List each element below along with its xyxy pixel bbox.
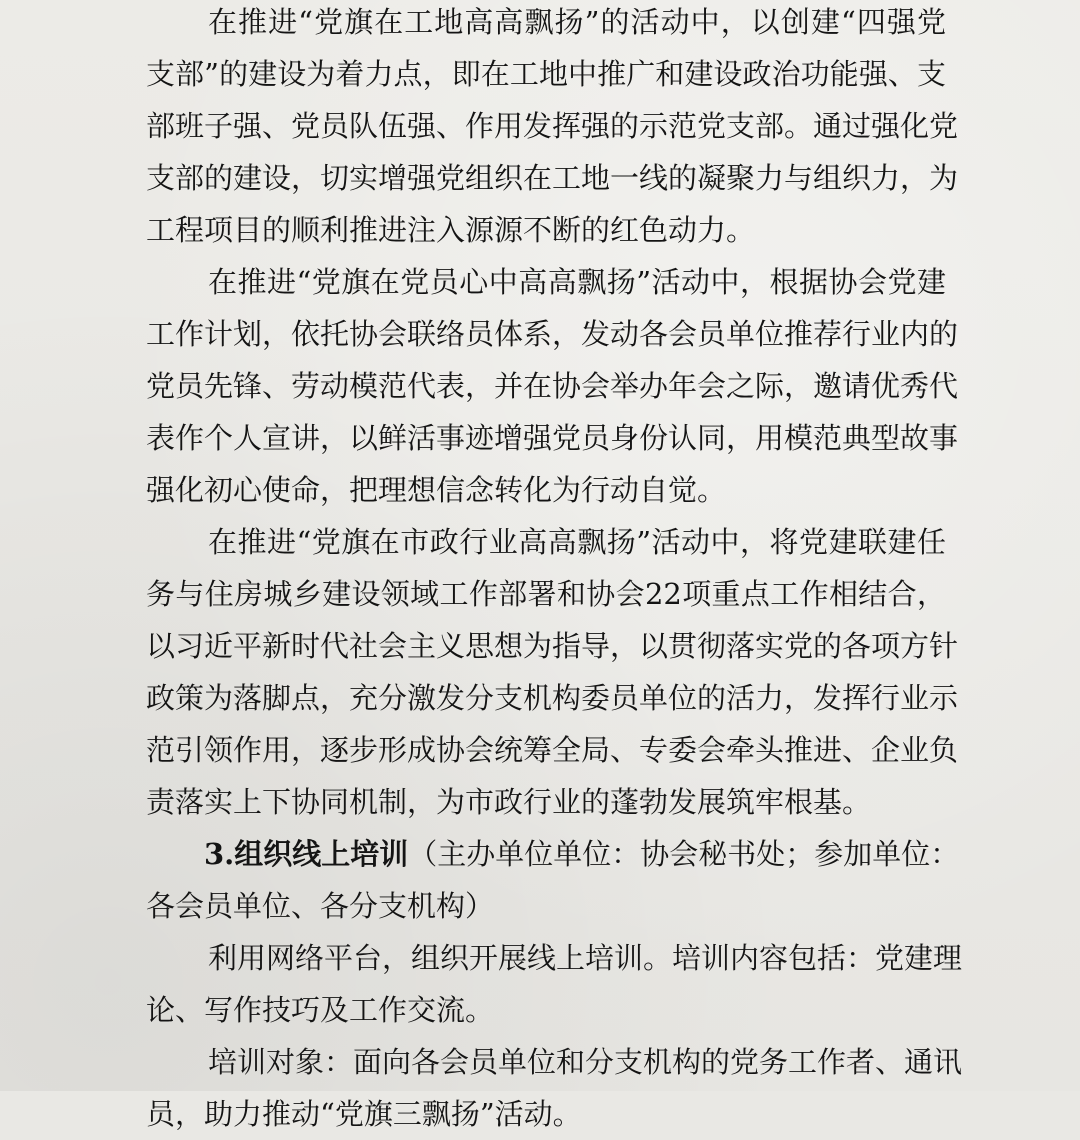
section-online-training: [146, 828, 960, 932]
text-line: 工作计划，依托协会联络员体系，发动各会员单位推荐行业内的: [146, 317, 959, 351]
text-line: 在推进“党旗在党员心中高高飘扬”活动中，根据协会党建: [208, 265, 946, 299]
text-line: 工程项目的顺利推进注入源源不断的红色动力。: [146, 213, 756, 247]
paragraph-training-audience: [146, 1036, 963, 1140]
text-line: 以习近平新时代社会主义思想为指导，以贯彻落实党的各项方针: [146, 629, 959, 663]
document-body: [146, 0, 963, 1140]
text-line: 范引领作用，逐步形成协会统筹全局、专委会牵头推进、企业负: [146, 733, 959, 767]
text-line: 支部的建设，切实增强党组织在工地一线的凝聚力与组织力，为: [146, 161, 959, 195]
section-heading-note: （主办单位单位：协会秘书处；参加单位：: [408, 837, 960, 871]
text-line: 政策为落脚点，充分激发分支机构委员单位的活力，发挥行业示: [146, 681, 959, 715]
text-line: 党员先锋、劳动模范代表，并在协会举办年会之际，邀请优秀代: [146, 369, 959, 403]
text-line: 利用网络平台，组织开展线上培训。培训内容包括：党建理: [208, 941, 963, 975]
text-line: 论、写作技巧及工作交流。: [146, 993, 495, 1027]
text-line: 各会员单位、各分支机构）: [146, 889, 495, 923]
text-line: 员，助力推动“党旗三飘扬”活动。: [146, 1097, 582, 1131]
paragraph-training-content: [146, 932, 963, 1036]
section-heading: 3.组织线上培训: [204, 837, 409, 871]
paragraph-construction-site: [146, 0, 959, 256]
text-line: 在推进“党旗在市政行业高高飘扬”活动中，将党建联建任: [208, 525, 946, 559]
text-line: 强化初心使命，把理想信念转化为行动自觉。: [146, 473, 727, 507]
text-line: 表作个人宣讲，以鲜活事迹增强党员身份认同，用模范典型故事: [146, 421, 959, 455]
text-line: 支部”的建设为着力点，即在工地中推广和建设政治功能强、支: [146, 57, 946, 91]
text-line: 部班子强、党员队伍强、作用发挥强的示范党支部。通过强化党: [146, 109, 959, 143]
text-line: 在推进“党旗在工地高高飘扬”的活动中，以创建“四强党: [208, 5, 946, 39]
text-line: 务与住房城乡建设领域工作部署和协会22项重点工作相结合，: [146, 577, 946, 611]
text-line: 责落实上下协同机制，为市政行业的蓬勃发展筑牢根基。: [146, 785, 872, 819]
paragraph-municipal-industry: [146, 516, 959, 828]
text-line: 培训对象：面向各会员单位和分支机构的党务工作者、通讯: [208, 1045, 963, 1079]
paragraph-party-members: [146, 256, 959, 516]
section-heading-line: [146, 828, 960, 880]
